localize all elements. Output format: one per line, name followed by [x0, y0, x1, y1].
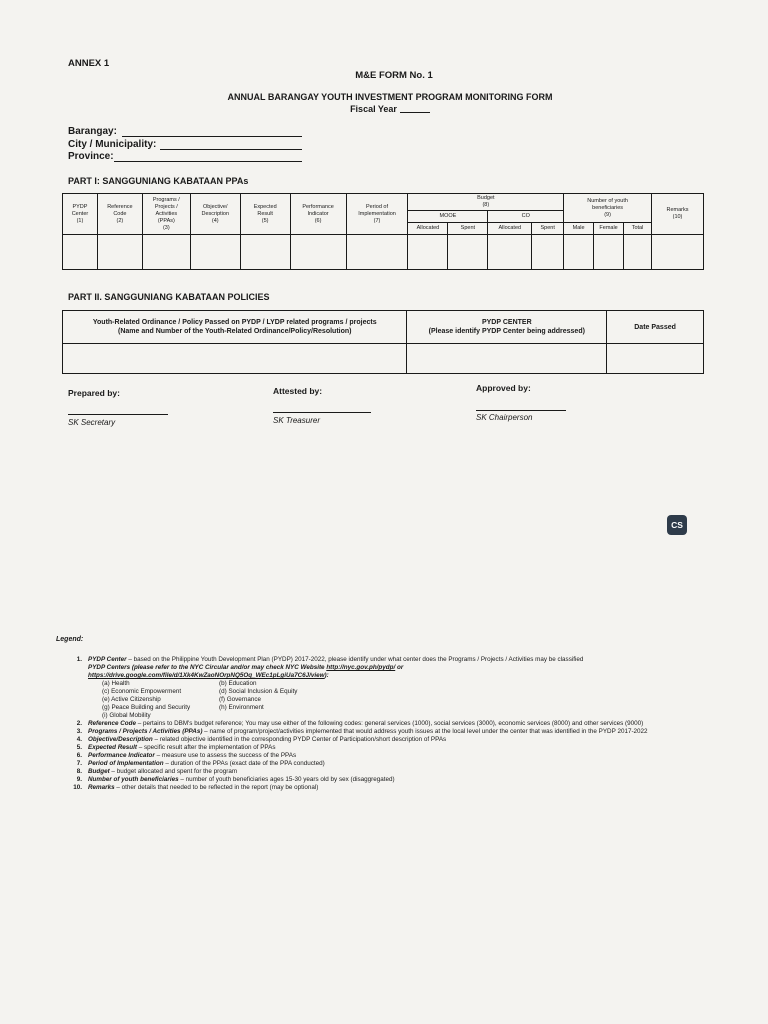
cell-male[interactable]: [564, 235, 594, 270]
prepared-by-signature-line[interactable]: [68, 414, 168, 415]
barangay-label: Barangay:: [68, 126, 117, 137]
cell-reference-code[interactable]: [97, 235, 142, 270]
form-title: ANNUAL BARANGAY YOUTH INVESTMENT PROGRAM MONITORING FORM: [227, 92, 553, 102]
approved-by-signature-line[interactable]: [476, 410, 566, 411]
col-total: Total: [624, 223, 652, 235]
col-expected-result: Expected Result (5): [240, 194, 290, 235]
col-period: Period of Implementation (7): [346, 194, 408, 235]
col-mooe: MOOE: [408, 211, 488, 223]
nyc-website-link[interactable]: http://nyc.gov.ph/pydp/: [326, 664, 396, 671]
cell-co-spent[interactable]: [532, 235, 564, 270]
fiscal-year: [0, 104, 768, 114]
col-objective: Objective/ Description (4): [190, 194, 240, 235]
city-label: City / Municipality:: [68, 139, 157, 150]
legend-item: 2. Reference Code – pertains to DBM's budget reference; You may use either of the following codes: general services (1000), social services (3000), economic services (8000) and other services (9000): [76, 720, 644, 727]
col-programs: Programs / Projects / Activities (PPAs) (3): [142, 194, 190, 235]
city-field: [68, 139, 156, 150]
province-field: [68, 151, 114, 162]
col-mooe-allocated: Allocated: [408, 223, 448, 235]
policy-entry-row: [63, 344, 704, 374]
form-number: M&E FORM No. 1: [355, 70, 433, 81]
legend-item: 3. Programs / Projects / Activities (PPAs) – name of program/project/activities implemented that would address youth issues at the local level under the center that was identified in the PYDP 2017-2022: [76, 728, 648, 735]
cell-programs[interactable]: [142, 235, 190, 270]
col-date-passed: Date Passed: [607, 311, 704, 344]
legend-item: 8. Budget – budget allocated and spent for the program: [76, 768, 238, 775]
legend-list: [70, 656, 710, 792]
cell-period[interactable]: [346, 235, 408, 270]
cell-remarks[interactable]: [652, 235, 704, 270]
policy-table: [62, 310, 704, 374]
legend-item: 10. Remarks – other details that needed to be reflected in the report (may be optional): [73, 784, 319, 791]
fiscal-year-blank[interactable]: [400, 112, 430, 113]
col-pydp-center-policy: PYDP CENTER (Please identify PYDP Center being addressed): [407, 311, 607, 344]
barangay-field: [68, 126, 117, 137]
cell-co-allocated[interactable]: [488, 235, 532, 270]
col-budget: Budget (8): [408, 194, 564, 211]
ppa-entry-row: [63, 235, 704, 270]
legend-title: Legend:: [56, 636, 84, 643]
cell-mooe-allocated[interactable]: [408, 235, 448, 270]
province-label: Province:: [68, 151, 114, 162]
cell-performance-indicator[interactable]: [290, 235, 346, 270]
col-reference-code: Reference Code (2): [97, 194, 142, 235]
col-co-spent: Spent: [532, 223, 564, 235]
cell-pydp-center[interactable]: [63, 235, 98, 270]
prepared-by-label: Prepared by:: [68, 388, 120, 398]
approved-by-role: SK Chairperson: [476, 413, 533, 422]
province-blank[interactable]: [114, 161, 302, 162]
legend-item: 4. Objective/Description – related objective identified in the corresponding PYDP Center of Participation/short description of PPAs: [76, 736, 447, 743]
barangay-blank[interactable]: [122, 136, 302, 137]
cell-expected-result[interactable]: [240, 235, 290, 270]
col-performance-indicator: Performance Indicator (6): [290, 194, 346, 235]
part1-title: PART I: SANGGUNIANG KABATAAN PPAs: [68, 176, 249, 186]
drive-link[interactable]: https://drive.google.com/file/d/1Xk4KwZaoNOrpNQ5Oq_WEc1pLgiUa7C6J/view: [88, 672, 325, 679]
attested-by-signature-line[interactable]: [273, 412, 371, 413]
cell-ordinance[interactable]: [63, 344, 407, 374]
col-co: CO: [488, 211, 564, 223]
camscanner-logo: CS: [667, 515, 687, 535]
part2-title: PART II. SANGGUNIANG KABATAAN POLICIES: [68, 292, 270, 302]
legend-item: 6. Performance Indicator – measure use to assess the success of the PPAs: [76, 752, 297, 759]
approved-by-label: Approved by:: [476, 383, 531, 393]
pydp-centers-list: (a) Health (b) Education (c) Economic Empowerment (d) Social Inclusion & Equity (e) Active Citizenship (f) Governance (g) Peace Building and Security (h) Environment (i) Global Mobility: [102, 680, 298, 719]
cell-pydp-center-policy[interactable]: [407, 344, 607, 374]
col-pydp-center: PYDP Center (1): [63, 194, 98, 235]
col-ordinance: Youth-Related Ordinance / Policy Passed on PYDP / LYDP related programs / projects (Name and Number of the Youth-Related Ordinance/Policy/Resolution): [63, 311, 407, 344]
legend-item: 9. Number of youth beneficiaries – number of youth beneficiaries ages 15-30 years old by sex (disaggregated): [76, 776, 395, 783]
cell-objective[interactable]: [190, 235, 240, 270]
cell-date-passed[interactable]: [607, 344, 704, 374]
col-co-allocated: Allocated: [488, 223, 532, 235]
cell-female[interactable]: [594, 235, 624, 270]
legend-item: 1. PYDP Center – based on the Philippine Youth Development Plan (PYDP) 2017-2022, please identify under what center does the Programs / Projects / Activities may be classified PYDP Centers (please refer to the NYC Circular and/or may check NYC Website http://nyc.gov.ph/pydp/ or https://drive.google.com/file/d/1Xk4KwZaoNOrpNQ5Oq_WEc1pLgiUa7C6J/view): (a) Health (b) Education (c) Economic Empowerment (d) Social Inclusion & Equity (e) Active Citizenship (f) Governance (g) Peace Building and Security (h) Environment (i) Global Mobility: [70, 656, 710, 720]
col-male: Male: [564, 223, 594, 235]
cell-total[interactable]: [624, 235, 652, 270]
attested-by-role: SK Treasurer: [273, 416, 320, 425]
ppa-table: [62, 193, 704, 270]
prepared-by-role: SK Secretary: [68, 418, 116, 427]
attested-by-label: Attested by:: [273, 386, 323, 396]
city-blank[interactable]: [160, 149, 302, 150]
col-mooe-spent: Spent: [448, 223, 488, 235]
col-female: Female: [594, 223, 624, 235]
col-beneficiaries: Number of youth beneficiaries (9): [564, 194, 652, 223]
legend-item: 7. Period of Implementation – duration of the PPAs (exact date of the PPA conducted): [76, 760, 325, 767]
col-remarks: Remarks (10): [652, 194, 704, 235]
cell-mooe-spent[interactable]: [448, 235, 488, 270]
legend-item: 5. Expected Result – specific result after the implementation of PPAs: [76, 744, 276, 751]
annex-label: ANNEX 1: [68, 58, 110, 69]
fiscal-year-label: Fiscal Year: [350, 104, 397, 114]
